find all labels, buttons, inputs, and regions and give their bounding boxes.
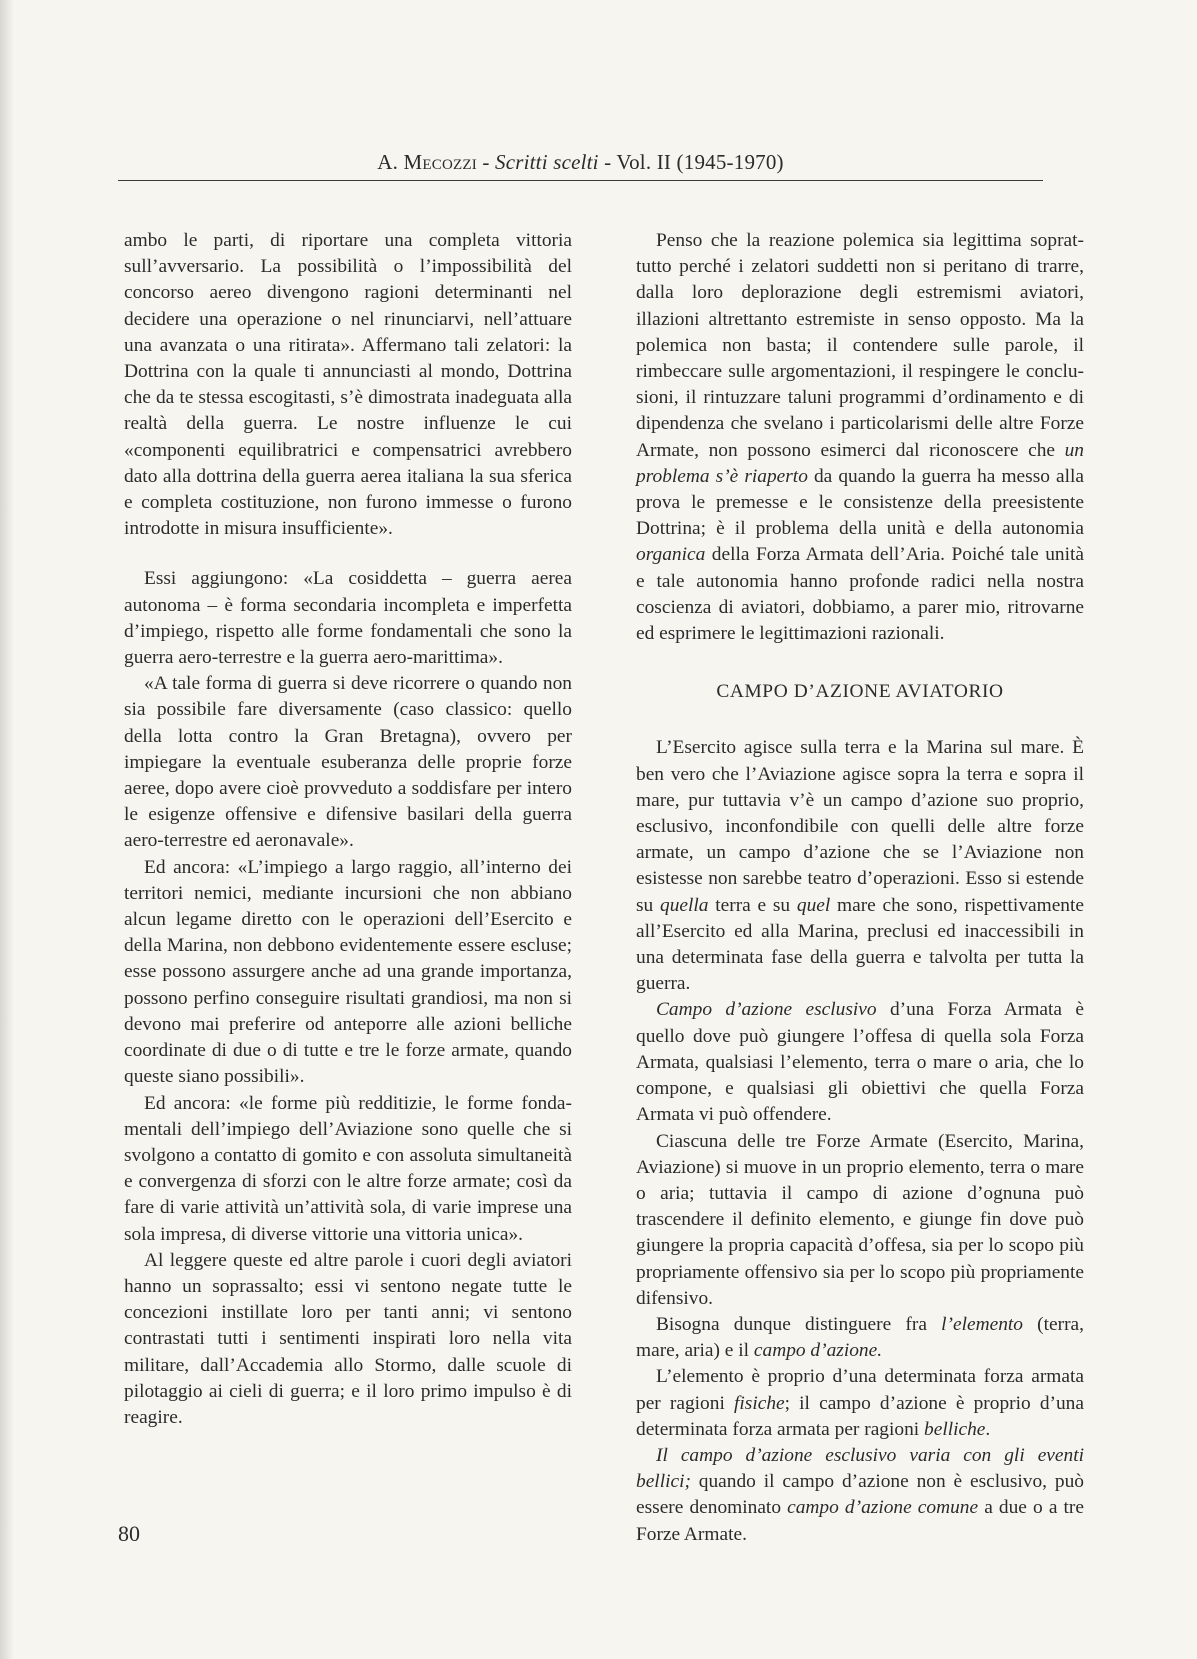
paragraph: Ed ancora: «L’impiego a largo raggio, all’interno dei territori nemici, mediante incursioni che non abbiano alcun legame diretto con le operazioni dell’Esercito e della Marina, non debbono evidentemente essere escluse; esse possono assurgere anche ad una grande importanza, possono perfino conseguire risultati grandiosi, ma non si devono mai preferire od anteporre alle azioni belliche coordinate di due o di tutte e tre le forze armate, quando queste siano possibili». [124, 856, 572, 1088]
paragraph: Ciascuna delle tre Forze Armate (Esercito, Marina, Aviazione) si muove in un proprio elemento, terra o mare o aria; tuttavia il campo di azione d’ognuna può trascendere il definito elemento, e giunge fin dove può giungere la propria capacità d’offesa, sia per lo scopo più propriamente offensivo sia per lo scopo più propriamente difensivo. [636, 1130, 1084, 1309]
paragraph: Il campo d’azione esclusivo varia con gli eventi bellici; quando il campo d’azione non è esclusivo, può essere denominato campo d’azione comune a due o a tre Forze Armate. [636, 1444, 1084, 1545]
page-number: 80 [118, 1521, 140, 1546]
head-separator: - [476, 150, 496, 174]
section-title: CAMPO D’AZIONE AVIATORIO [716, 681, 1004, 703]
paragraph: Bisogna dunque distinguere fra l’elemento (terra, mare, aria) e il campo d’azione. [636, 1313, 1085, 1362]
book-title: Scritti scelti [495, 150, 599, 174]
binding-shadow [0, 0, 14, 1659]
left-column [124, 228, 572, 1431]
paragraph: ambo le parti, di riportare una completa vittoria sull’avversario. La possibilità o l’impossibilità del concorso aereo divengono ragioni determinanti nel decidere una operazione o nel rinunciarvi, nell’attuare una avanzata o una ritirata». Affermano tali zelatori: la Dottrina con la quale ti annunciasti al mondo, Dottrina che da te stessa escogitasti, s’è dimostrata inadeguata alla realtà della guerra. Le nostre influenze le cui «componenti equilibratrici e compensatrici avrebbero dato alla dottrina della guerra aerea italiana la sua sferica e completa costituzione, non furono immesse o furono introdotte in misura insufficiente». [124, 230, 572, 540]
paragraph: Ed ancora: «le forme più redditizie, le forme fondamentali dell’impiego dell’Aviazione sono quelle che si svolgono a contatto di gomito e con assoluta simultaneità e convergenza di sforzi con le altre forze armate; così da fare di varie attività un’attività sola, di varie imprese una sola impresa, di diverse vittorie una vittoria unica». [124, 1092, 572, 1245]
paragraph: Campo d’azione esclusivo d’una Forza Armata è quello dove può giungere l’offesa di quella sola Forza Armata, qualsiasi l’elemento, terra o mare o aria, che lo compone, e qualsiasi gli obiettivi che quella Forza Armata vi può offendere. [636, 999, 1084, 1126]
paragraph: Essi aggiungono: «La cosiddetta – guerra aerea autonoma – è forma secondaria incompleta e imperfetta d’impiego, rispetto alle forme fondamentali che sono la guerra aero-terrestre e la guerra aero-marittima». [124, 568, 572, 669]
running-head [118, 150, 1043, 175]
paragraph: Penso che la reazione polemica sia legittima soprattutto perché i zelatori suddetti non si peritano di trarre, dalla loro deplorazione degli estremismi aviatori, illazioni altrettanto estremiste in senso opposto. Ma la polemica non basta; il contendere sulle parole, il rimbeccare sulle argomentazioni, il respingere le conclusioni, il rintuzzare taluni programmi d’ordinamento e di dipendenza che svelano i particolarismi delle altre Forze Armate, non possono esimerci dal riconoscere che un problema s’è riaperto da quando la guerra ha messo alla prova le premesse e le consistenze della preesistente Dottrina; è il problema della unità e della autonomia organica della Forza Armata dell’Aria. Poiché tale unità e tale autonomia hanno profonde radici nella nostra coscienza di aviatori, dobbiamo, a parer mio, ritrovarne ed esprimere le legittimazioni razionali. [636, 230, 1084, 645]
author-initial: A. [377, 150, 404, 174]
right-column-section-text [636, 735, 1084, 1547]
author-surname: Mecozzi [403, 150, 477, 174]
volume-info: - Vol. II (1945-1970) [598, 150, 784, 174]
paragraph: «A tale forma di guerra si deve ricorrere o quando non sia possibile fare diversamente (caso classico: quello della lotta contro la Gran Bretagna), ovvero per impiegare la eventuale esuberanza delle proprie forze aeree, dopo avere cioè provveduto a soddisfare per intero le esigenze offensive e difensive basilari della guerra aero-terrestre ed aeronavale». [124, 673, 572, 852]
paragraph: L’elemento è proprio d’una determinata forza armata per ragioni fisiche; il campo d’azione è proprio d’una determinata forza armata per ragioni belliche. [636, 1366, 1084, 1440]
right-column-text [636, 228, 1084, 647]
header-rule [118, 180, 1043, 181]
right-column [636, 228, 1084, 1548]
paragraph: Al leggere queste ed altre parole i cuori degli aviatori hanno un soprassalto; essi vi sentono negate tutte le concezioni instillate loro per tanti anni; vi sentono contrastati tutti i sentimenti inspirati loro nella vita militare, dall’Accademia allo Stormo, dalle scuole di pilotaggio ai cieli di guerra; e il loro primo impulso è di reagire. [124, 1249, 572, 1428]
paragraph: L’Esercito agisce sulla terra e la Marina sul mare. È ben vero che l’Aviazione agisce sopra la terra e sopra il mare, pur tuttavia v’è un campo d’azione suo proprio, esclusivo, inconfondibile con quelli delle altre forze armate, un campo d’azione che se l’Aviazione non esistesse non sarebbe teatro d’operazioni. Esso si estende su quella terra e su quel mare che sono, rispettivamente all’Esercito ed alla Marina, preclusi ed inaccessibili in una determinata fase della guerra e talvolta per tutta la guerra. [636, 737, 1084, 995]
